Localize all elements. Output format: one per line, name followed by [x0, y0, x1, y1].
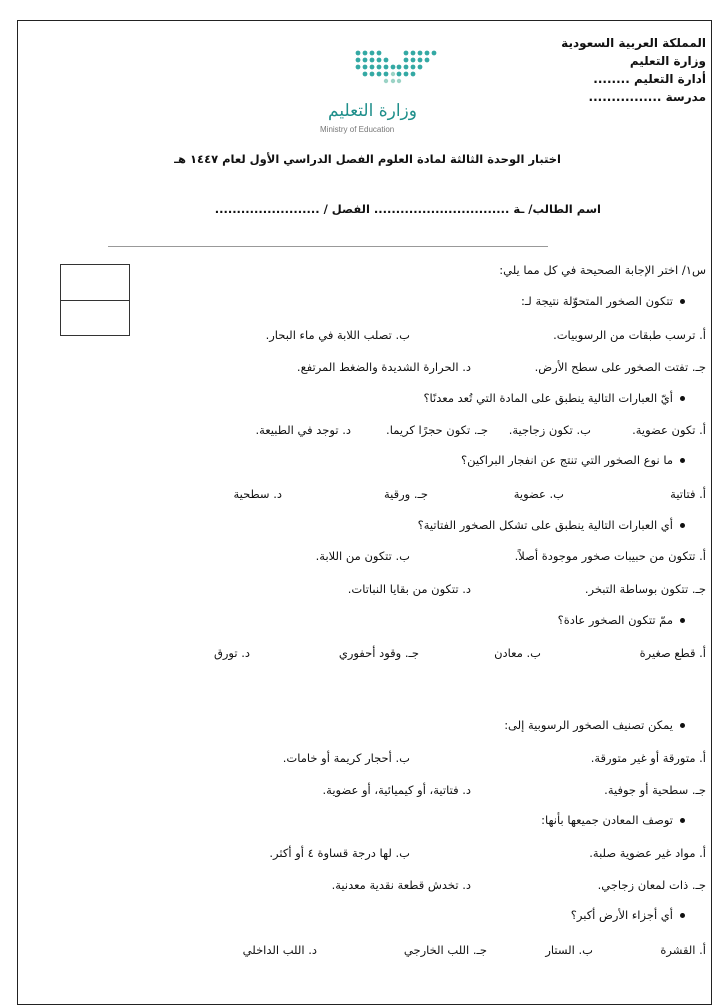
q1-option-b: ب. تصلب اللابة في ماء البحار. — [265, 328, 410, 342]
q4-option-a: أ. تتكون من حبيبات صخور موجودة أصلاً. — [514, 549, 706, 563]
question-1 — [521, 294, 685, 308]
score-box-divider — [61, 300, 129, 301]
ministry-dots-logo-icon — [346, 43, 456, 89]
question-8 — [571, 908, 685, 922]
q2-option-b: ب. تكون زجاجية. — [508, 423, 591, 437]
q2-option-c: جـ. تكون حجرًا كريما. — [386, 423, 488, 437]
header-line-school: مدرسة ................ — [588, 90, 706, 104]
exam-page — [17, 20, 712, 1005]
bullet-icon — [680, 458, 685, 463]
bullet-icon — [680, 723, 685, 728]
q1-option-c: جـ. تفتت الصخور على سطح الأرض. — [534, 360, 706, 374]
bullet-icon — [680, 618, 685, 623]
q8-option-d: د. اللب الداخلي — [242, 943, 317, 957]
question-text: يمكن تصنيف الصخور الرسوبية إلى: — [504, 718, 673, 732]
q5-option-b: ب. معادن — [494, 646, 541, 660]
q5-option-c: جـ. وقود أحفوري — [338, 646, 419, 660]
question-text: أي أجزاء الأرض أكبر؟ — [570, 908, 673, 922]
header-line-kingdom: المملكة العربية السعودية — [561, 36, 706, 50]
bullet-icon — [680, 299, 685, 304]
question-text: أي العبارات التالية ينطبق على تشكل الصخور الفتاتية؟ — [417, 518, 673, 532]
q8-option-a: أ. القشرة — [660, 943, 706, 957]
question-text: توصف المعادن جميعها بأنها: — [541, 813, 673, 827]
logo-text-arabic: وزارة التعليم — [328, 101, 417, 121]
q7-option-b: ب. لها درجة قساوة ٤ أو أكثر. — [269, 846, 410, 860]
q3-option-a: أ. فتاتية — [670, 487, 706, 501]
q4-option-d: د. تتكون من بقايا النباتات. — [347, 582, 471, 596]
q7-option-d: د. تخدش قطعة نقدية معدنية. — [331, 878, 471, 892]
question-6 — [504, 718, 685, 732]
q3-option-d: د. سطحية — [233, 487, 282, 501]
student-name-class-line: اسم الطالب/ ـة ............................... الفصل / ........................ — [214, 202, 601, 216]
logo-text-english: Ministry of Education — [320, 125, 395, 134]
q5-option-d: د. تورق — [213, 646, 250, 660]
header-separator — [108, 246, 548, 247]
q8-option-b: ب. الستار — [545, 943, 593, 957]
score-box — [60, 264, 130, 336]
bullet-icon — [680, 523, 685, 528]
exam-title: اختبار الوحدة الثالثة لمادة العلوم الفصل الدراسي الأول لعام ١٤٤٧ هـ — [174, 152, 561, 166]
q6-option-a: أ. متورقة أو غير متورقة. — [590, 751, 706, 765]
q8-option-c: جـ. اللب الخارجي — [403, 943, 487, 957]
q4-option-b: ب. تتكون من اللابة. — [315, 549, 410, 563]
q1-option-d: د. الحرارة الشديدة والضغط المرتفع. — [296, 360, 471, 374]
q2-option-d: د. توجد في الطبيعة. — [255, 423, 351, 437]
question-text: ممّ تتكون الصخور عادة؟ — [557, 613, 673, 627]
q3-option-b: ب. عضوية — [513, 487, 564, 501]
q6-option-d: د. فتاتية، أو كيميائية، أو عضوية. — [322, 783, 471, 797]
bullet-icon — [680, 396, 685, 401]
q1-option-a: أ. ترسب طبقات من الرسوبيات. — [553, 328, 706, 342]
q6-option-b: ب. أحجار كريمة أو خامات. — [282, 751, 410, 765]
question-text: تتكون الصخور المتحوّلة نتيجة لـ: — [521, 294, 673, 308]
question-text: أيّ العبارات التالية ينطبق على المادة التي تُعد معدنًا؟ — [423, 391, 673, 405]
q5-option-a: أ. قطع صغيرة — [639, 646, 706, 660]
q7-option-c: جـ. ذات لمعان زجاجي. — [597, 878, 706, 892]
header-line-ministry: وزارة التعليم — [629, 54, 706, 68]
question-text: ما نوع الصخور التي تنتج عن انفجار البراكين؟ — [461, 453, 673, 467]
header-line-administration: أدارة التعليم ........ — [593, 72, 706, 86]
question-5 — [558, 613, 685, 627]
q2-option-a: أ. تكون عضوية. — [632, 423, 706, 437]
question-3 — [461, 453, 685, 467]
q4-option-c: جـ. تتكون بوساطة التبخر. — [584, 582, 706, 596]
question-4 — [418, 518, 685, 532]
section-title: س١/ اختر الإجابة الصحيحة في كل مما يلي: — [499, 263, 706, 277]
question-2 — [423, 391, 685, 405]
bullet-icon — [680, 913, 685, 918]
q3-option-c: جـ. ورقية — [383, 487, 428, 501]
q7-option-a: أ. مواد غير عضوية صلبة. — [589, 846, 706, 860]
bullet-icon — [680, 818, 685, 823]
question-7 — [541, 813, 685, 827]
q6-option-c: جـ. سطحية أو جوفية. — [604, 783, 706, 797]
ministry-logo — [308, 41, 458, 134]
